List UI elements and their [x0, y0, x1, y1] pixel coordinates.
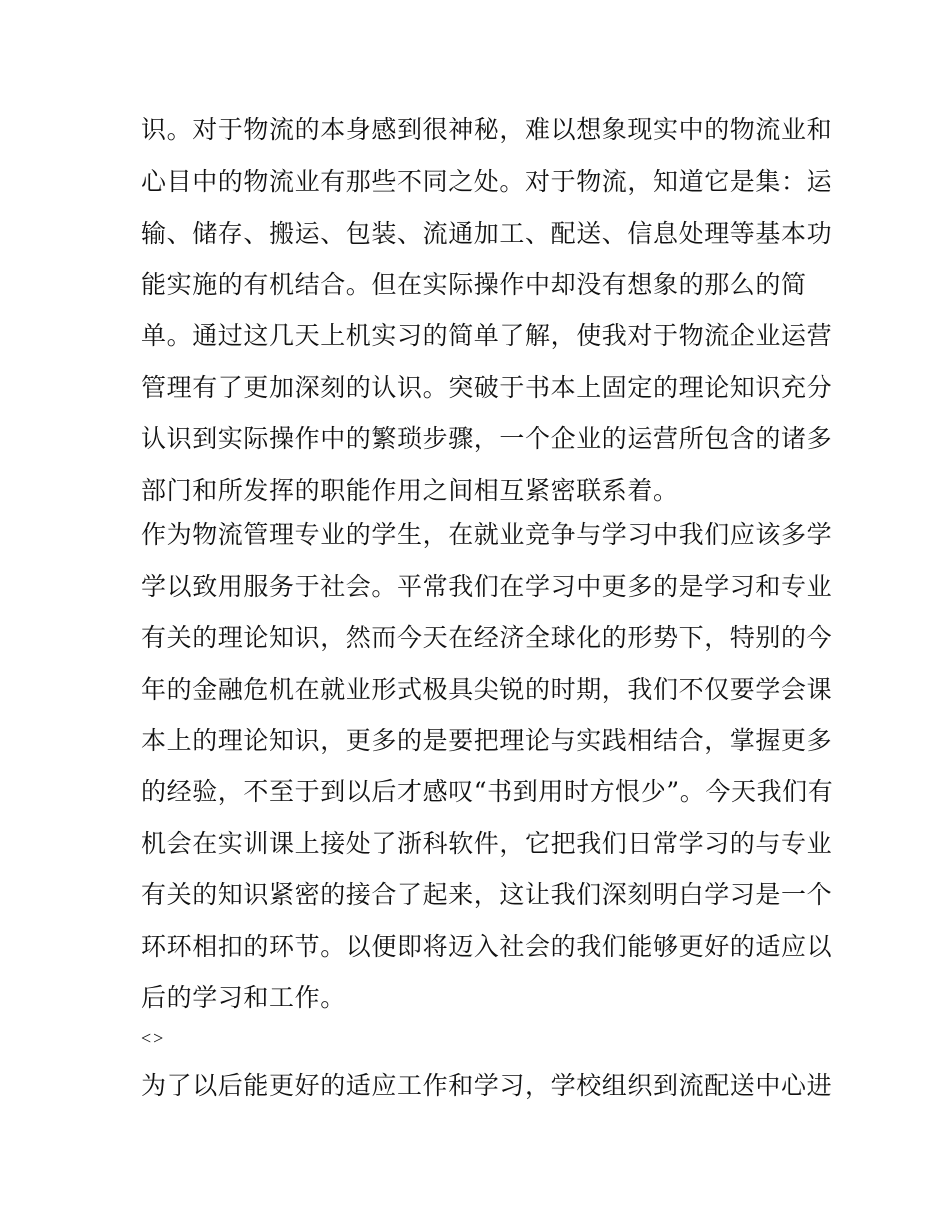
text-line: 部门和所发挥的职能作用之间相互紧密联系着。	[141, 476, 679, 505]
text-line: 管理有了更加深刻的认识。突破于书本上固定的理论知识充分	[141, 373, 833, 402]
text-line: 有关的知识紧密的接合了起来，这让我们深刻明白学习是一个	[141, 880, 833, 909]
text-line: 机会在实训课上接处了浙科软件，它把我们日常学习的与专业	[141, 829, 833, 858]
text-line: 学以致用服务于社会。平常我们在学习中更多的是学习和专业	[141, 572, 833, 601]
text-line: 单。通过这几天上机实习的简单了解，使我对于物流企业运营	[141, 321, 833, 350]
text-line: 的经验，不至于到以后才感叹“书到用时方恨少”。今天我们有	[141, 777, 834, 806]
text-line: 年的金融危机在就业形式极具尖锐的时期，我们不仅要学会课	[141, 675, 833, 704]
text-line: 为了以后能更好的适应工作和学习，学校组织到流配送中心进	[141, 1071, 833, 1100]
text-line: 作为物流管理专业的学生，在就业竞争与学习中我们应该多学	[141, 520, 833, 549]
text-line: 输、储存、搬运、包装、流通加工、配送、信息处理等基本功	[141, 219, 833, 248]
text-line: 认识到实际操作中的繁琐步骤，一个企业的运营所包含的诸多	[141, 424, 833, 453]
text-line: 有关的理论知识，然而今天在经济全球化的形势下，特别的今	[141, 623, 833, 652]
section-marker: <>	[141, 1028, 166, 1048]
text-line: 能实施的有机结合。但在实际操作中却没有想象的那么的简	[141, 270, 807, 299]
text-line: 识。对于物流的本身感到很神秘，难以想象现实中的物流业和	[141, 115, 833, 144]
text-line: 后的学习和工作。	[141, 983, 346, 1012]
text-line: 心目中的物流业有那些不同之处。对于物流，知道它是集：运	[141, 167, 833, 196]
text-line: 本上的理论知识，更多的是要把理论与实践相结合，掌握更多	[141, 726, 833, 755]
text-line: 环环相扣的环节。以便即将迈入社会的我们能够更好的适应以	[141, 932, 833, 961]
